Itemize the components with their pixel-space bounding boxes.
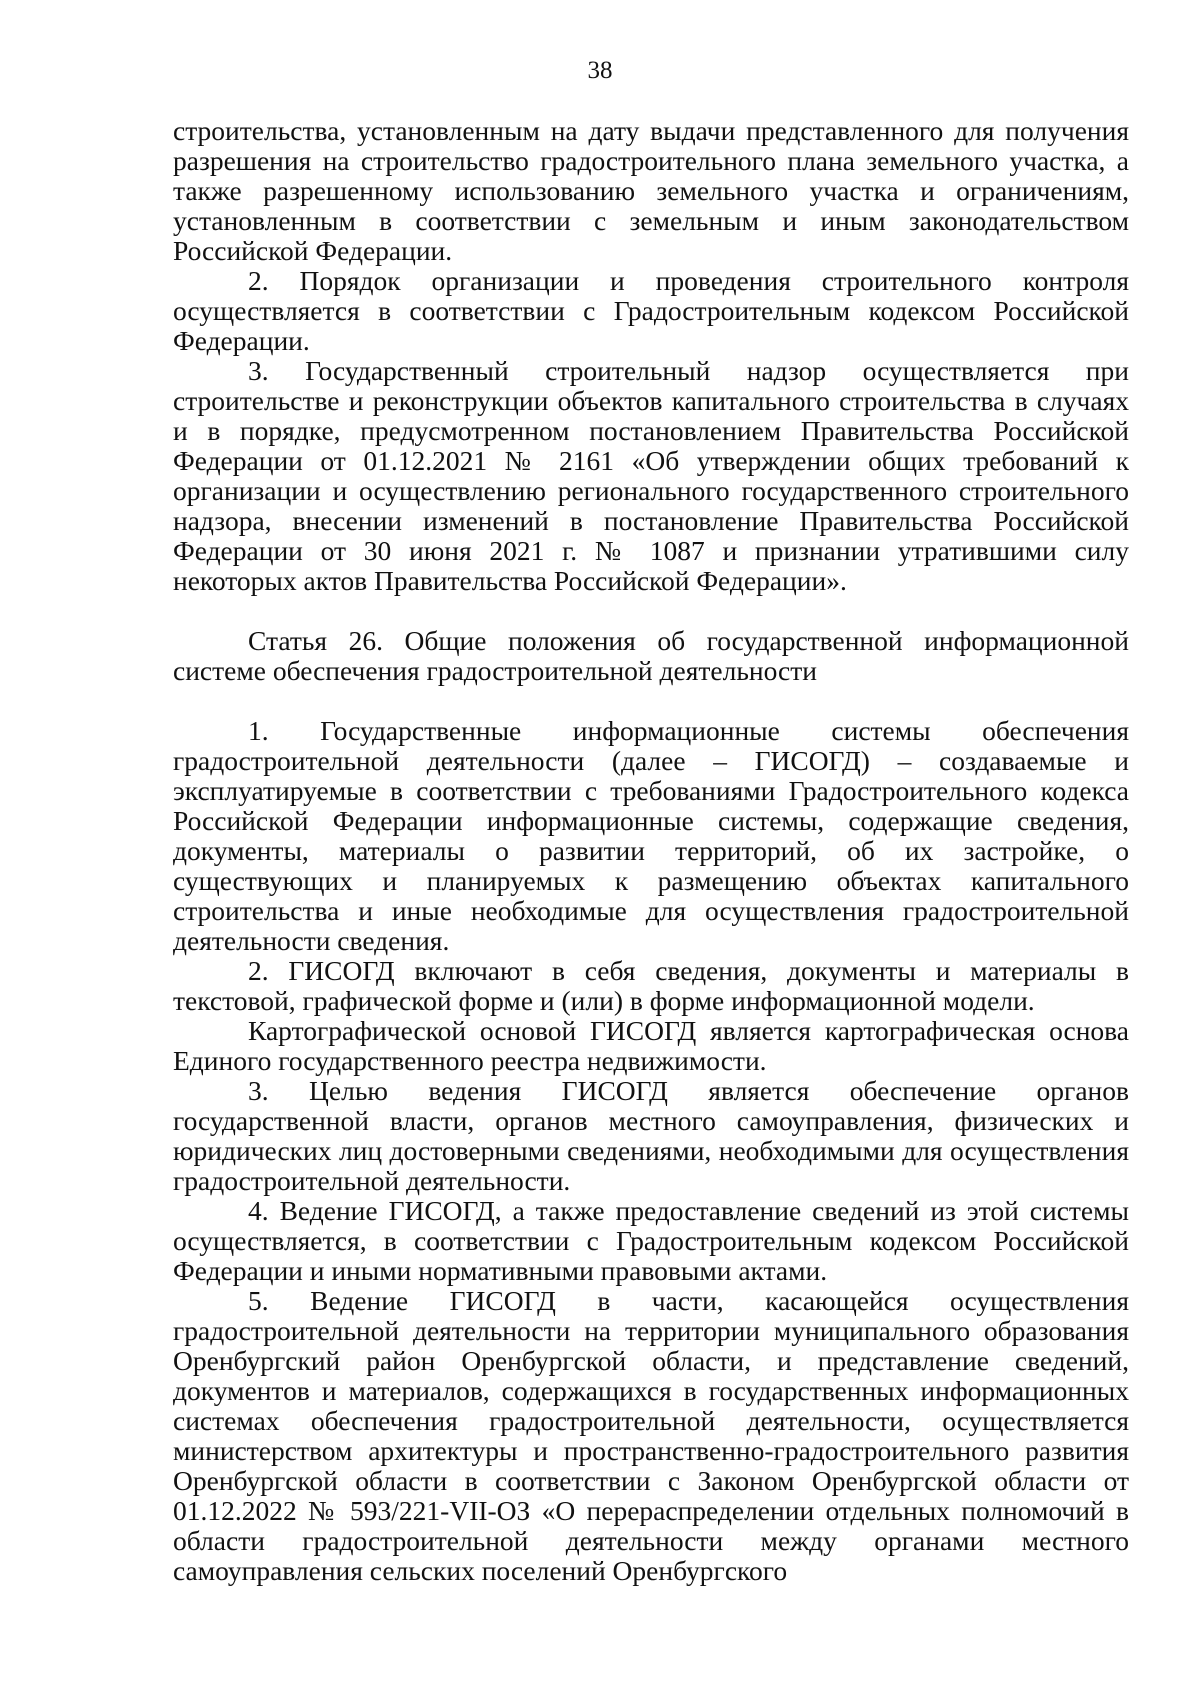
page-number: 38 [587,57,613,84]
document-body [173,116,1129,1586]
spacer [173,686,1129,716]
article-heading: Статья 26. Общие положения об государственной информационной системе обеспечения градостроительной деятельности [173,625,1129,686]
paragraph-item-4: 4. Ведение ГИСОГД, а также предоставление сведений из этой системы осуществляется, в соответствии с Градостроительным кодексом Российской Федерации и иными нормативными правовыми актами. [173,1195,1129,1286]
paragraph-item-5: 5. Ведение ГИСОГД в части, касающейся осуществления градостроительной деятельности на территории муниципального образования Оренбургский район Оренбургской области, и представление сведений, документов и материалов, содержащихся в государственных информационных системах обеспечения градостроительной деятельности, осуществляется министерством архитектуры и пространственно-градостроительного развития Оренбургской области в соответствии с Законом Оренбургской области от 01.12.2022 № 593/221-VII-ОЗ «О перераспределении отдельных полномочий в области градостроительной деятельности между органами местного самоуправления сельских поселений Оренбургского [173,1285,1129,1586]
spacer [173,596,1129,626]
paragraph-item-3: 3. Государственный строительный надзор осуществляется при строительстве и реконструкции объектов капитального строительства в случаях и в порядке, предусмотренном постановлением Правительства Российской Федерации от 01.12.2021 № 2161 «Об утверждении общих требований к организации и осуществлению регионального государственного строительного надзора, внесении изменений в постановление Правительства Российской Федерации от 30 июня 2021 г. № 1087 и признании утратившими силу некоторых актов Правительства Российской Федерации». [173,355,1129,596]
paragraph-item-2: 2. Порядок организации и проведения строительного контроля осуществляется в соответствии с Градостроительным кодексом Российской Федерации. [173,265,1129,356]
paragraph-cartographic-basis: Картографической основой ГИСОГД является картографическая основа Единого государственного реестра недвижимости. [173,1015,1129,1076]
paragraph-item-3: 3. Целью ведения ГИСОГД является обеспечение органов государственной власти, органов местного самоуправления, физических и юридических лиц достоверными сведениями, необходимыми для осуществления градостроительной деятельности. [173,1075,1129,1196]
paragraph-continuation: строительства, установленным на дату выдачи представленного для получения разрешения на строительство градостроительного плана земельного участка, а также разрешенному использованию земельного участка и ограничениям, установленным в соответствии с земельным и иным законодательством Российской Федерации. [173,115,1129,266]
paragraph-item-2: 2. ГИСОГД включают в себя сведения, документы и материалы в текстовой, графической форме и (или) в форме информационной модели. [173,955,1129,1016]
paragraph-item-1: 1. Государственные информационные системы обеспечения градостроительной деятельности (далее – ГИСОГД) – создаваемые и эксплуатируемые в соответствии с требованиями Градостроительного кодекса Российской Федерации информационные системы, содержащие сведения, документы, материалы о развитии территорий, об их застройке, о существующих и планируемых к размещению объектах капитального строительства и иные необходимые для осуществления градостроительной деятельности сведения. [173,715,1129,956]
